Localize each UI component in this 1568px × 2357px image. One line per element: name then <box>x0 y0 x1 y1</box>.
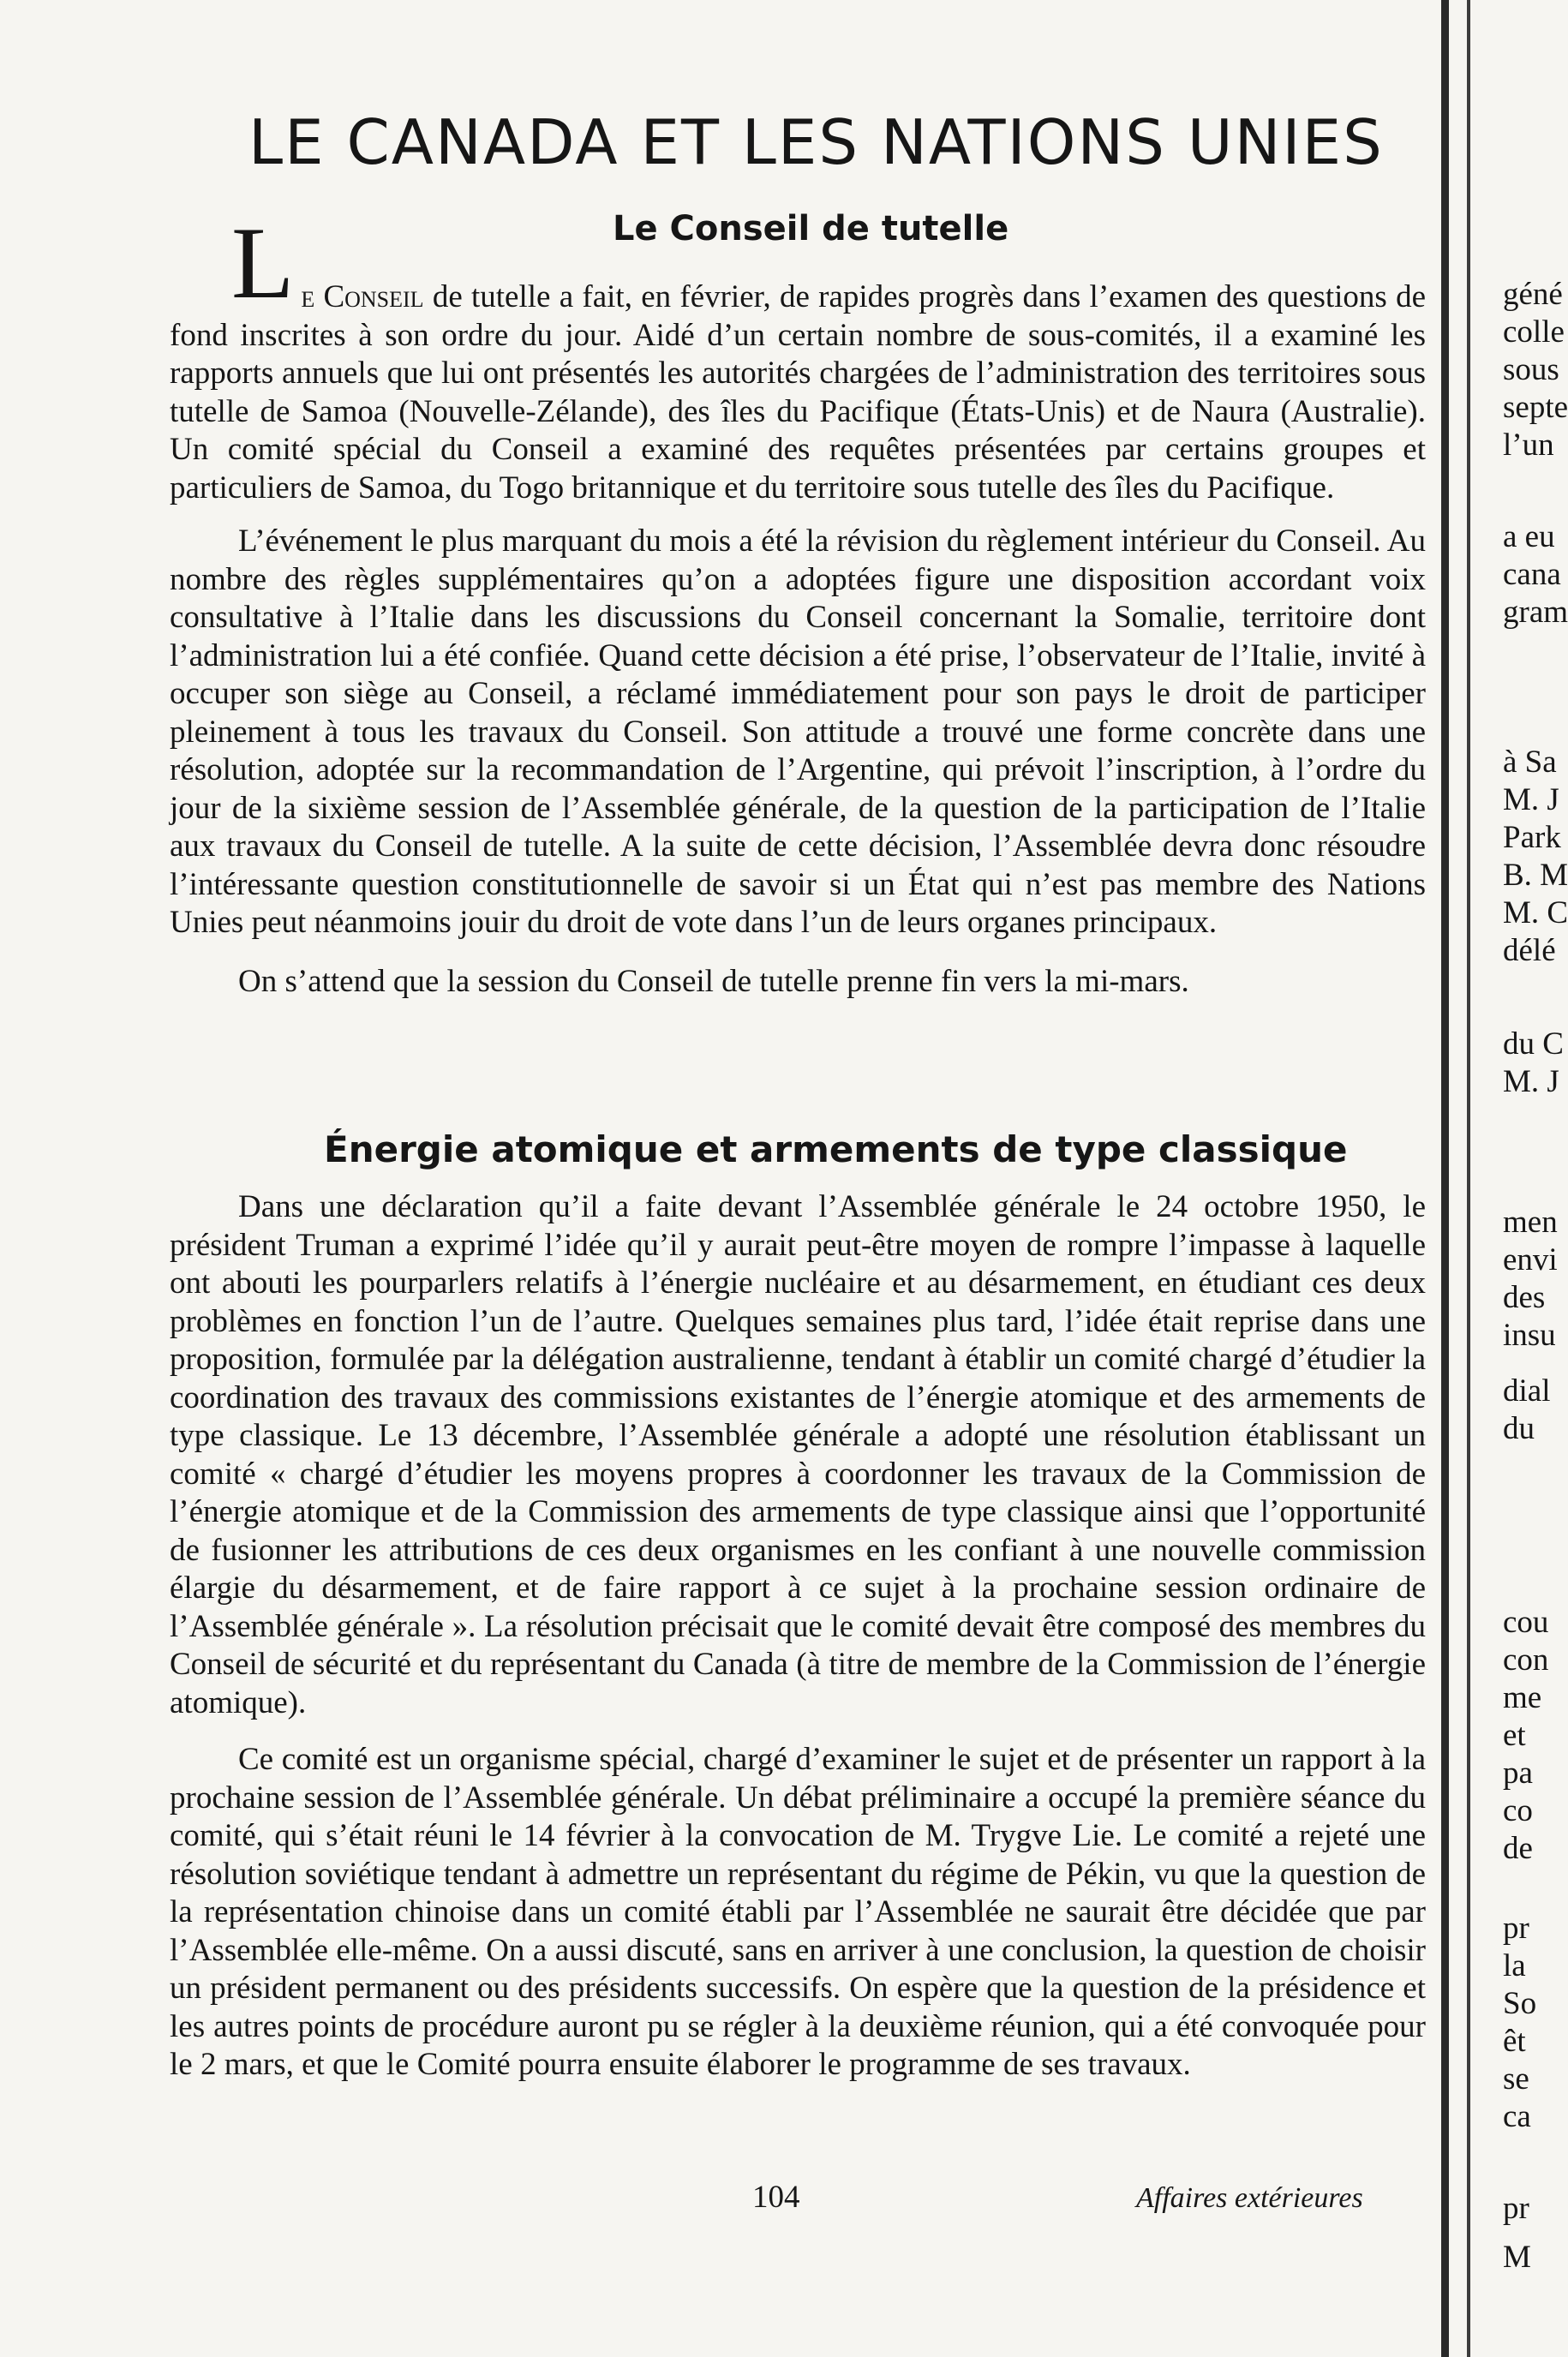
adjacent-page-fragment: géné <box>1503 277 1563 312</box>
adjacent-page-fragment: So <box>1503 1986 1537 2021</box>
adjacent-page-fragment: des <box>1503 1280 1546 1315</box>
page-title: LE CANADA ET LES NATIONS UNIES <box>248 106 1384 178</box>
section-body-energie-atomique <box>170 1188 1426 2085</box>
adjacent-page-fragment: me <box>1503 1680 1542 1715</box>
adjacent-page-fragment: envi <box>1503 1242 1558 1277</box>
paragraph: Dans une déclaration qu’il a faite devant l’Assemblée générale le 24 octobre 1950, le président Truman a exprimé l’idée qu’il y aurait peut-être moyen de rompre l’impasse à laquelle ont abouti les pourparlers relatifs à l’énergie nucléaire et au désarmement, en étudiant ces deux problèmes en fonction l’un de l’autre. Quelques semaines plus tard, l’idée était reprise dans une proposition, formulée par la délégation australienne, tendant à établir un comité chargé d’étudier la coordination des travaux des commissions existantes de l’énergie atomique et des armements de type classique. Le 13 décembre, l’Assemblée générale a adopté une résolution établissant un comité « chargé d’étudier les moyens propres à coordonner les travaux de la Commission de l’énergie atomique et de la Commission des armements de type classique ainsi que l’opportunité de fusionner les attributions de ces deux organismes en les confiant à une nouvelle commission élargie du désarmement, et de faire rapport à ce sujet à la prochaine session ordinaire de l’Assemblée générale ». La résolution précisait que le comité devait être composé des membres du Conseil de sécurité et du représentant du Canada (à titre de membre de la Commission de l’énergie atomique). <box>170 1189 1426 1720</box>
adjacent-page-fragment: délé <box>1503 933 1556 968</box>
adjacent-page-fragment: colle <box>1503 314 1565 350</box>
adjacent-page-fragment: M. C <box>1503 895 1568 930</box>
paragraph <box>170 206 1426 507</box>
adjacent-page-fragment: men <box>1503 1205 1558 1240</box>
adjacent-page-fragment: M <box>1503 2240 1531 2275</box>
adjacent-page-fragment: dial <box>1503 1373 1551 1409</box>
adjacent-page-fragment: M. J <box>1503 782 1559 817</box>
adjacent-page-fragment: ca <box>1503 2099 1531 2134</box>
adjacent-page-fragment: pr <box>1503 1911 1529 1946</box>
adjacent-page-fragment: insu <box>1503 1318 1556 1353</box>
journal-name: Affaires extérieures <box>1136 2182 1363 2214</box>
adjacent-page-fragment: Park <box>1503 820 1561 855</box>
paragraph: On s’attend que la session du Conseil de tutelle prenne fin vers la mi-mars. <box>238 963 1189 999</box>
binding-shadow <box>1441 0 1449 2357</box>
adjacent-page-fragment: M. J <box>1503 1064 1559 1099</box>
adjacent-page-fragment: pa <box>1503 1756 1533 1791</box>
adjacent-page-fragment: B. M <box>1503 858 1568 893</box>
adjacent-page-fragment: cana <box>1503 557 1561 592</box>
adjacent-page-fragment: du <box>1503 1411 1535 1446</box>
adjacent-page-fragment: du C <box>1503 1026 1564 1062</box>
adjacent-page-fragment: sous <box>1503 352 1559 387</box>
adjacent-page-fragment: l’un <box>1503 428 1554 463</box>
adjacent-page-fragment: êt <box>1503 2024 1526 2059</box>
adjacent-page-fragment: con <box>1503 1642 1549 1678</box>
adjacent-page-fragment: co <box>1503 1793 1533 1828</box>
section-body-conseil-tutelle <box>170 206 1426 1001</box>
adjacent-page-fragment: de <box>1503 1831 1533 1866</box>
adjacent-page-fragment: se <box>1503 2061 1529 2097</box>
adjacent-page-fragment: gram <box>1503 595 1568 630</box>
adjacent-page-fragment: à Sa <box>1503 745 1557 780</box>
adjacent-page-strip <box>1470 0 1568 2357</box>
section-heading-energie-atomique: Énergie atomique et armements de type classique <box>324 1128 1348 1170</box>
adjacent-page-fragment: septe <box>1503 390 1568 425</box>
adjacent-page-fragment: pr <box>1503 2191 1529 2226</box>
adjacent-page-fragment: cou <box>1503 1605 1549 1640</box>
page-number: 104 <box>752 2180 800 2215</box>
adjacent-page-fragment: et <box>1503 1718 1526 1753</box>
paragraph-text: de tutelle a fait, en février, de rapides progrès dans l’examen des questions de fond inscrites à son ordre du jour. Aidé d’un certain nombre de sous-comités, il a examiné les rapports annuels que lui ont présentés les autorités chargées de l’administration des territoires sous tutelle de Samoa (Nouvelle-Zélande), des îles du Pacifique (États-Unis) et de Naura (Australie). Un comité spécial du Conseil a examiné des requêtes présentées par certains groupes et particuliers de Samoa, du Togo britannique et du territoire sous tutelle des îles du Pacifique. <box>170 279 1426 505</box>
adjacent-page-fragment: a eu <box>1503 519 1555 554</box>
section-heading-conseil-tutelle: Le Conseil de tutelle <box>613 209 1009 248</box>
paragraph: L’événement le plus marquant du mois a été la révision du règlement intérieur du Conseil. Au nombre des règles supplémentaires qu’on a adoptées figure une disposition accordant voix consultative à l’Italie dans les discussions du Conseil concernant la Somalie, territoire dont l’administration lui a été confiée. Quand cette décision a été prise, l’observateur de l’Italie, invité à occuper son siège au Conseil, a réclamé immédiatement pour son pays le droit de participer pleinement à tous les travaux du Conseil. Son attitude a trouvé une forme concrète dans une résolution, adoptée sur la recommandation de l’Argentine, qui prévoit l’inscription, à l’ordre du jour de la sixième session de l’Assemblée générale, de la question de la participation de l’Italie aux travaux du Conseil de tutelle. A la suite de cette décision, l’Assemblée devra donc résoudre l’intéressante question constitutionnelle de savoir si un État qui n’est pas membre des Nations Unies peut néanmoins jouir du droit de vote dans l’un de leurs organes principaux. <box>170 523 1426 940</box>
paragraph: Ce comité est un organisme spécial, chargé d’examiner le sujet et de présenter un rapport à la prochaine session de l’Assemblée générale. Un débat préliminaire a occupé la première séance du comité, qui s’était réuni le 14 février à la convocation de M. Trygve Lie. Le comité a rejeté une résolution soviétique tendant à admettre un représentant du régime de Pékin, vu que la question de la représentation chinoise dans un comité établi par l’Assemblée ne saurait être décidée que par l’Assemblée elle-même. On a aussi discuté, sans en arriver à une conclusion, la question de choisir un président permanent ou des présidents successifs. On espère que la question de la présidence et les autres points de procédure auront pu se régler à la deuxième réunion, qui a été convoquée pour le 2 mars, et que le Comité pourra ensuite élaborer le programme de ses travaux. <box>170 1742 1426 2082</box>
adjacent-page-fragment: la <box>1503 1948 1526 1983</box>
lead-in-smallcaps: e Conseil <box>301 279 424 314</box>
drop-cap: L <box>231 206 295 320</box>
